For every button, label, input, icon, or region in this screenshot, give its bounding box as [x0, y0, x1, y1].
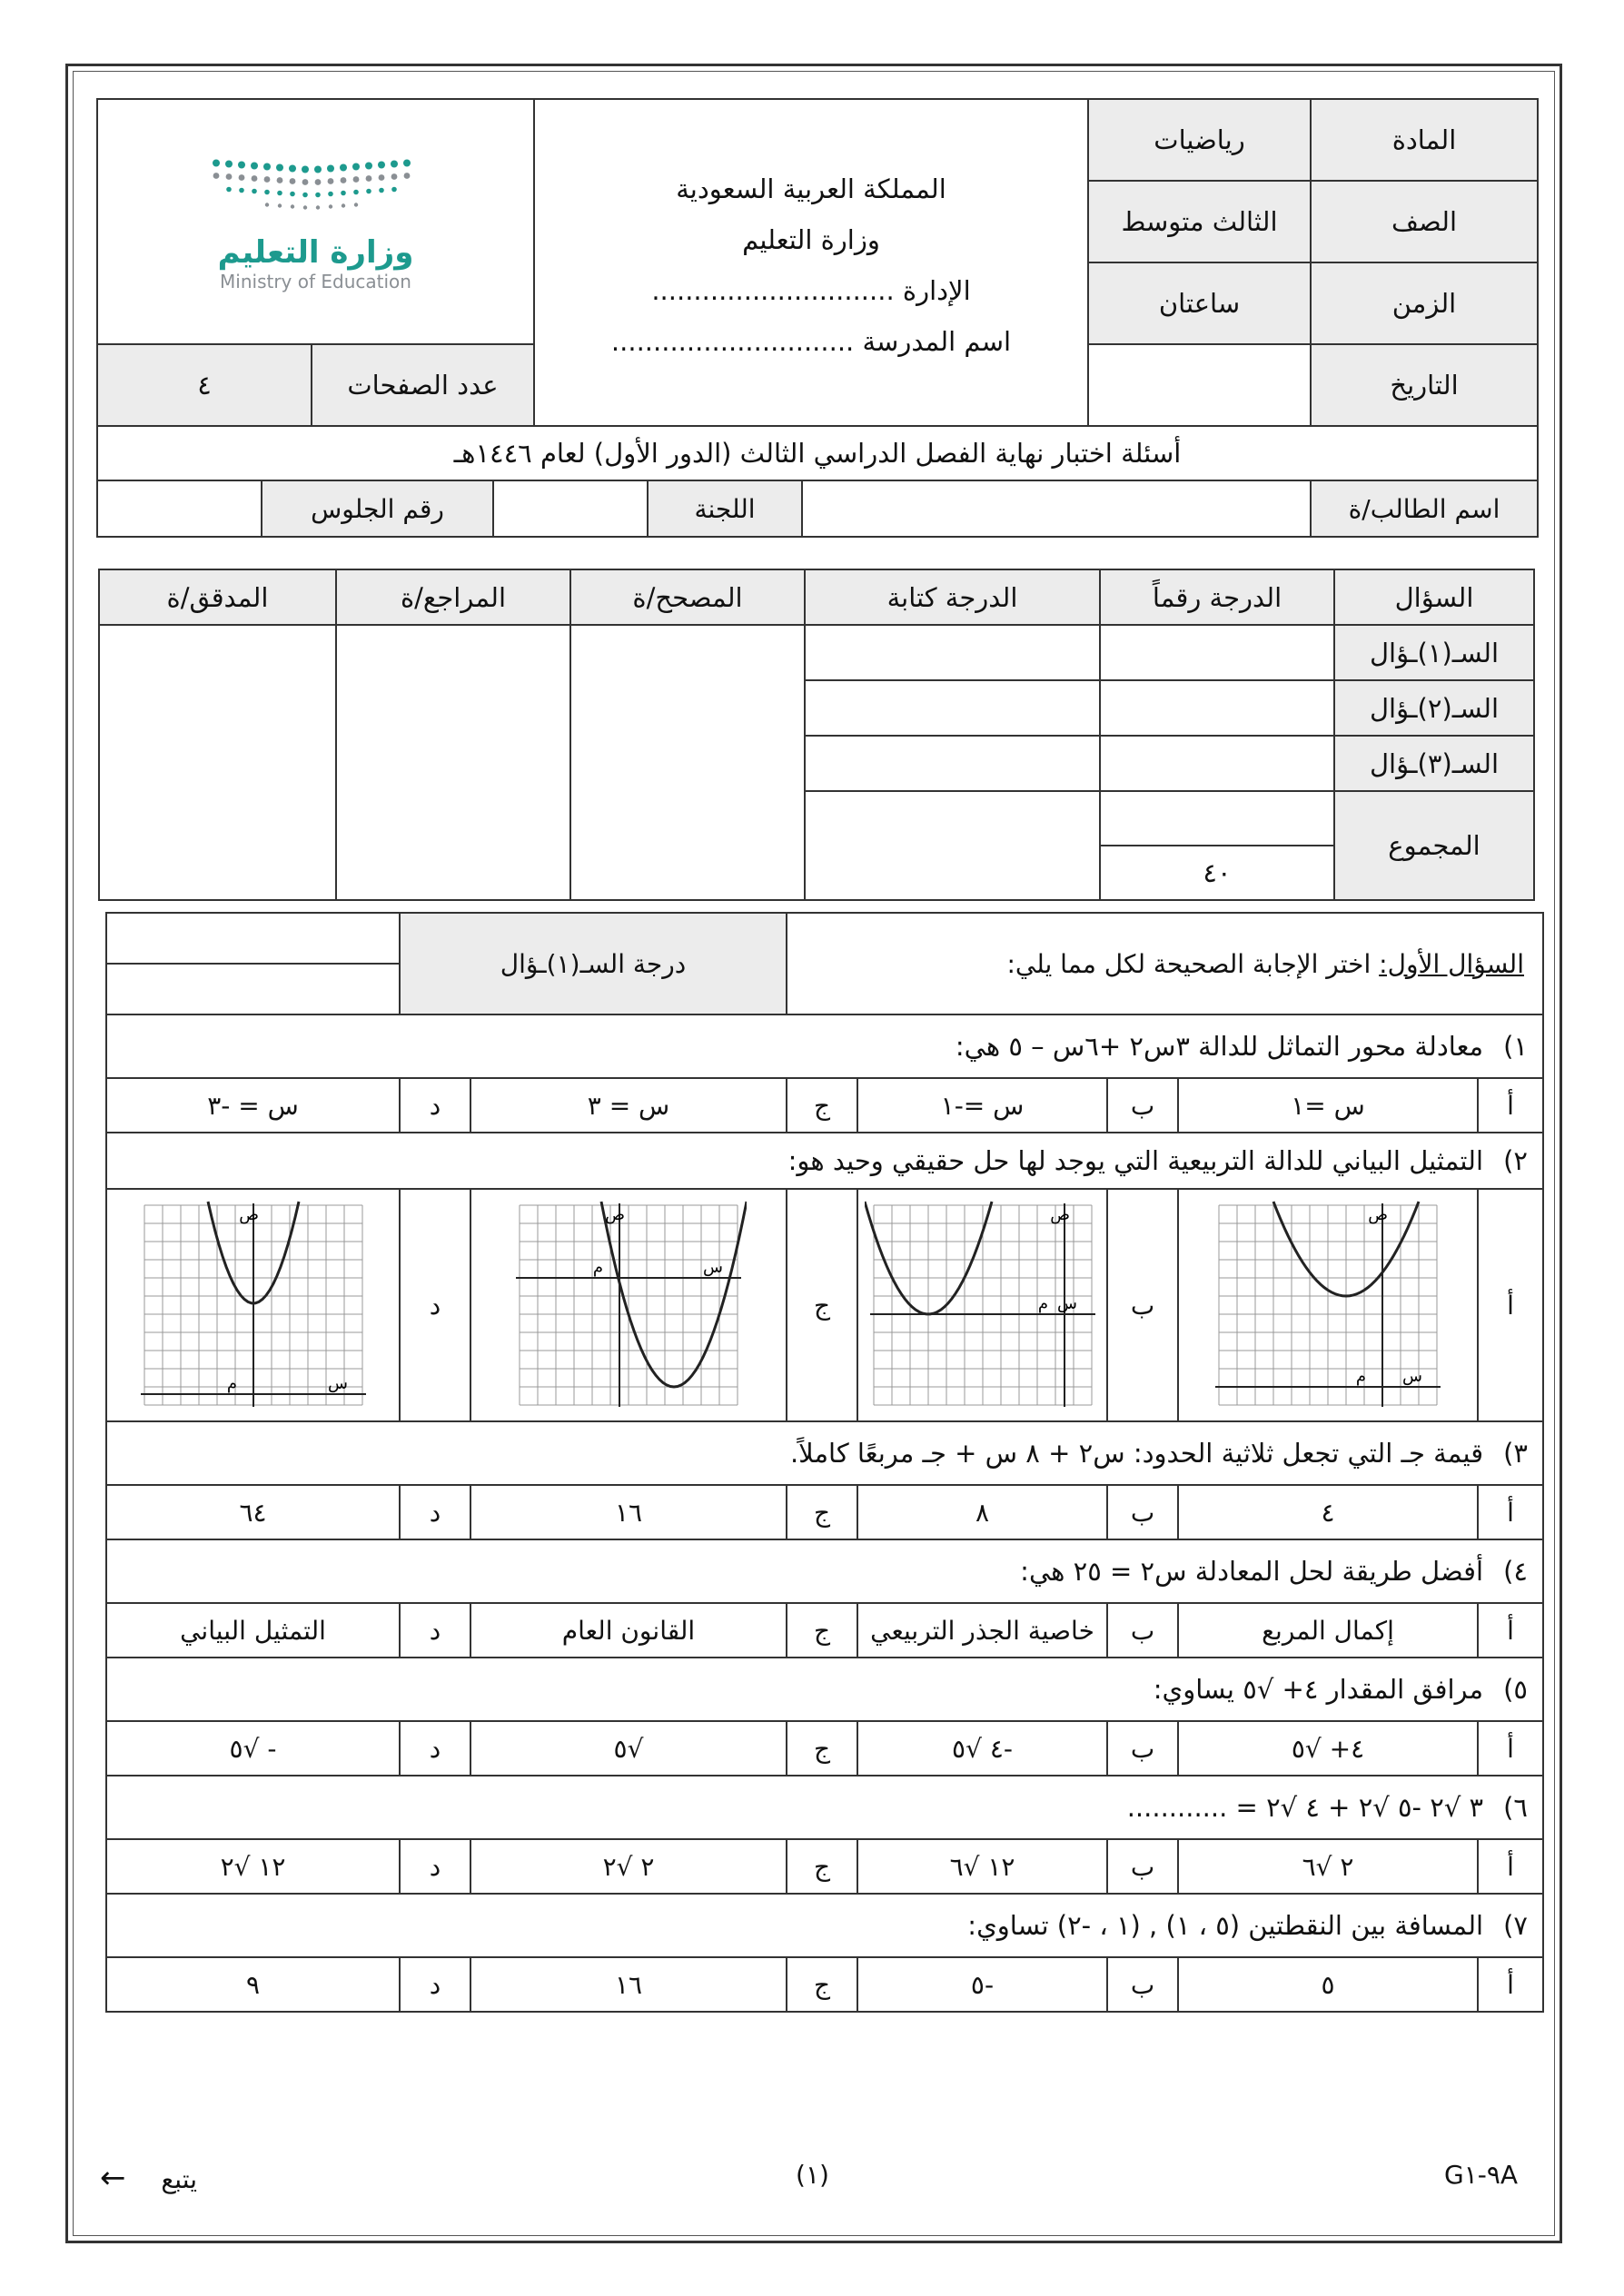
question-one-instruction: اختر الإجابة الصحيحة لكل مما يلي: — [1006, 948, 1380, 979]
logo-dot — [289, 164, 296, 172]
administration-line: الإدارة ............................. — [651, 275, 971, 306]
continue-label: يتبع — [161, 2164, 197, 2194]
col-reviewer: المراجع/ة — [336, 569, 570, 625]
logo-dot — [251, 162, 258, 169]
grade-total-label: المجموع — [1334, 791, 1534, 900]
option-letter: أ — [1478, 1189, 1543, 1421]
option-letter: ج — [787, 1721, 857, 1776]
question-item — [106, 1894, 1543, 1957]
option-letter: أ — [1478, 1721, 1543, 1776]
option-letter: د — [400, 1957, 470, 2012]
question-item — [106, 1658, 1543, 1721]
origin-label: م — [226, 1374, 237, 1393]
question-text: معادلة محور التماثل للدالة ٣س٢ +٦س – ٥ هي: — [955, 1031, 1484, 1062]
logo-dot — [277, 203, 281, 207]
grade-total-value: ٤٠ — [1203, 857, 1232, 888]
answer-option[interactable]: س =-١ — [857, 1078, 1107, 1133]
x-axis-label: س — [1402, 1367, 1422, 1386]
answer-option[interactable]: س = -٣ — [106, 1078, 400, 1133]
option-letter: د — [400, 1721, 470, 1776]
logo-dot — [225, 160, 233, 167]
question-text: قيمة جـ التي تجعل ثلاثية الحدود: س٢ + ٨ س + جـ مربعًا كاملاً. — [789, 1438, 1484, 1469]
grade-label: الصف — [1311, 181, 1538, 262]
subject-label: المادة — [1311, 99, 1538, 181]
origin-label: م — [1037, 1294, 1048, 1313]
parabola-graph — [865, 1196, 1101, 1414]
answer-option[interactable]: ١٦ — [470, 1485, 787, 1539]
col-checker: المدقق/ة — [99, 569, 336, 625]
question-item — [106, 1539, 1543, 1603]
option-letter: د — [400, 1078, 470, 1133]
logo-dot — [290, 191, 295, 196]
reviewer-field[interactable] — [336, 625, 570, 900]
option-letter: ج — [787, 1189, 857, 1421]
origin-label: م — [592, 1258, 603, 1277]
answer-option[interactable]: س = ٣ — [470, 1078, 787, 1133]
question-text: أفضل طريقة لحل المعادلة س٢ = ٢٥ هي: — [1020, 1556, 1484, 1587]
seat-number-field[interactable] — [97, 480, 262, 537]
question-item — [106, 1014, 1543, 1078]
kingdom-name: المملكة العربية السعودية — [676, 173, 946, 204]
answer-option[interactable]: التمثيل البياني — [106, 1603, 400, 1658]
logo-cell — [97, 99, 534, 344]
option-letter: ج — [787, 1957, 857, 2012]
question-one-score-cell — [106, 913, 400, 1014]
grade-total-digits[interactable] — [1101, 792, 1333, 846]
graph-option[interactable] — [857, 1189, 1107, 1421]
time-value: ساعتان — [1088, 262, 1311, 344]
question-number: ٣) — [1503, 1438, 1528, 1469]
col-grade-words: الدرجة كتابة — [805, 569, 1100, 625]
question-number: ٧) — [1503, 1910, 1528, 1941]
question-one-score-field[interactable] — [107, 914, 399, 965]
option-letter: ج — [787, 1603, 857, 1658]
ministry-name: وزارة التعليم — [742, 224, 880, 255]
logo-dot — [252, 188, 257, 193]
logo-dot — [340, 163, 347, 171]
logo-dot — [276, 163, 283, 171]
school-info-cell — [534, 99, 1088, 426]
logo-dot — [353, 203, 357, 206]
parabola-curve — [601, 1202, 747, 1387]
grades-table — [98, 569, 1535, 901]
ministry-logo-icon — [207, 152, 425, 224]
logo-dot — [352, 176, 359, 183]
question-text: المسافة بين النقطتين (٥ ، ١) , (١ ، -٢) تساوي: — [967, 1910, 1484, 1941]
logo-dot — [277, 190, 282, 195]
answer-option[interactable]: ٢ √٢ — [470, 1839, 787, 1894]
logo-dot — [302, 179, 308, 185]
graph-option[interactable] — [470, 1189, 787, 1421]
exam-header-table — [96, 98, 1539, 481]
logo-dot — [264, 203, 268, 206]
grade-digits-q2[interactable] — [1100, 680, 1334, 736]
grade-row-q3: السـ(٣)ـؤال — [1334, 736, 1534, 791]
answer-option[interactable]: ٩ — [106, 1957, 400, 2012]
x-axis-label: س — [1056, 1294, 1077, 1313]
option-letter: د — [400, 1189, 470, 1421]
origin-label: م — [1355, 1367, 1366, 1386]
option-letter: ج — [787, 1485, 857, 1539]
option-letter: د — [400, 1839, 470, 1894]
graph-option[interactable] — [106, 1189, 400, 1421]
grade-words-q1[interactable] — [805, 625, 1100, 680]
logo-dot — [251, 175, 257, 182]
y-axis-label: ص — [238, 1205, 259, 1224]
checker-field[interactable] — [99, 625, 336, 900]
answer-option[interactable]: ١٦ — [470, 1957, 787, 2012]
question-number: ٢) — [1503, 1145, 1528, 1176]
x-axis-label: س — [327, 1374, 348, 1393]
option-letter: ج — [787, 1839, 857, 1894]
grade-row-q1: السـ(١)ـؤال — [1334, 625, 1534, 680]
pages-value: ٤ — [97, 344, 312, 426]
answer-option[interactable]: -٤ √٥ — [857, 1721, 1107, 1776]
logo-dot — [353, 189, 359, 194]
y-axis-label: ص — [1049, 1205, 1070, 1224]
x-axis-label: س — [703, 1258, 723, 1277]
question-item — [106, 1421, 1543, 1485]
logo-dot — [263, 176, 270, 183]
answer-option[interactable]: -٥ — [857, 1957, 1107, 2012]
logo-dot — [314, 179, 321, 185]
footer-page-number: (١) — [796, 2160, 829, 2190]
logo-dot — [403, 159, 411, 166]
answer-option[interactable]: خاصية الجذر التربيعي — [857, 1603, 1107, 1658]
logo-dot — [340, 177, 346, 183]
option-letter: ب — [1107, 1839, 1178, 1894]
option-letter: أ — [1478, 1839, 1543, 1894]
logo-dot — [238, 174, 244, 181]
grade-words-q2[interactable] — [805, 680, 1100, 736]
answer-option[interactable]: ٤ — [1178, 1485, 1478, 1539]
option-letter: د — [400, 1603, 470, 1658]
question-number: ٥) — [1503, 1674, 1528, 1705]
grade-words-q3[interactable] — [805, 736, 1100, 791]
logo-dot — [226, 186, 232, 192]
logo-dot — [314, 165, 322, 173]
logo-dot — [403, 173, 410, 179]
answer-option[interactable]: ٤+ √٥ — [1178, 1721, 1478, 1776]
grade-total-cell — [1100, 791, 1334, 900]
grade-digits-q1[interactable] — [1100, 625, 1334, 680]
logo-dot — [264, 189, 270, 194]
logo-dot — [391, 173, 397, 180]
logo-dot — [328, 204, 332, 208]
answer-option[interactable]: - √٥ — [106, 1721, 400, 1776]
question-text: التمثيل البياني للدالة التربيعية التي يوجد لها حل حقيقي وحيد هو: — [787, 1145, 1484, 1176]
subject-value: رياضيات — [1088, 99, 1311, 181]
logo-dot — [225, 173, 232, 180]
logo-dot — [315, 205, 319, 209]
logo-dot — [289, 178, 295, 184]
logo-dot — [378, 161, 385, 168]
answer-option[interactable]: ٥ — [1178, 1957, 1478, 2012]
option-letter: ب — [1107, 1078, 1178, 1133]
col-corrector: المصحح/ة — [570, 569, 805, 625]
logo-dot — [328, 191, 333, 196]
logo-dot — [391, 186, 397, 192]
logo-dot — [327, 178, 333, 184]
date-value — [1088, 344, 1311, 426]
answer-option[interactable]: ١٢ √٢ — [106, 1839, 400, 1894]
graph-option[interactable] — [1178, 1189, 1478, 1421]
corrector-field[interactable] — [570, 625, 805, 900]
option-letter: ب — [1107, 1721, 1178, 1776]
logo-dot — [263, 163, 271, 170]
option-letter: ب — [1107, 1957, 1178, 2012]
answer-option[interactable]: إكمال المربع — [1178, 1603, 1478, 1658]
logo-english-text: Ministry of Education — [220, 270, 411, 292]
option-letter: أ — [1478, 1485, 1543, 1539]
answer-option[interactable]: القانون العام — [470, 1603, 787, 1658]
question-text: مرافق المقدار ٤+ √٥ يساوي: — [1153, 1674, 1484, 1705]
question-number: ٦) — [1503, 1792, 1528, 1823]
logo-arabic-text: وزارة التعليم — [217, 233, 414, 271]
answer-option[interactable]: ٨ — [857, 1485, 1107, 1539]
school-name-line: اسم المدرسة ............................. — [610, 326, 1012, 357]
seat-number-label: رقم الجلوس — [262, 480, 493, 537]
question-one-table — [105, 912, 1544, 2013]
answer-option[interactable]: س =١ — [1178, 1078, 1478, 1133]
answer-option[interactable]: ٦٤ — [106, 1485, 400, 1539]
logo-dot — [379, 187, 384, 193]
footer-continue — [100, 2160, 197, 2196]
logo-dot — [276, 177, 282, 183]
grade-total-words[interactable] — [805, 791, 1100, 900]
question-one-heading — [787, 913, 1543, 1014]
y-axis-label: ص — [605, 1205, 625, 1224]
student-name-label: اسم الطالب/ة — [1311, 480, 1538, 537]
logo-dot — [302, 165, 309, 173]
logo-dot — [365, 162, 372, 169]
col-grade-digits: الدرجة رقماً — [1100, 569, 1334, 625]
logo-dot — [238, 161, 245, 168]
parabola-graph — [1210, 1196, 1446, 1414]
option-letter: أ — [1478, 1957, 1543, 2012]
logo-dot — [365, 175, 371, 182]
pages-label: عدد الصفحات — [312, 344, 534, 426]
logo-dot — [290, 204, 293, 208]
logo-dot — [352, 163, 360, 170]
grade-digits-q3[interactable] — [1100, 736, 1334, 791]
option-letter: ج — [787, 1078, 857, 1133]
committee-label: اللجنة — [648, 480, 802, 537]
parabola-graph — [135, 1196, 371, 1414]
logo-dot — [366, 188, 371, 193]
arrow-left-icon: ← — [100, 2160, 126, 2196]
option-letter: ب — [1107, 1189, 1178, 1421]
question-text: ٣ √٢ -٥ √٢ + ٤ √٢ = ............ — [1126, 1792, 1484, 1823]
question-number: ٤) — [1503, 1556, 1528, 1587]
logo-dot — [391, 160, 398, 167]
grade-row-q2: السـ(٢)ـؤال — [1334, 680, 1534, 736]
logo-dot — [341, 203, 344, 207]
logo-dot — [341, 190, 346, 195]
parabola-graph — [510, 1196, 747, 1414]
option-letter: د — [400, 1485, 470, 1539]
answer-option[interactable]: ٢ √٦ — [1178, 1839, 1478, 1894]
time-label: الزمن — [1311, 262, 1538, 344]
logo-dot — [302, 192, 308, 197]
logo-dot — [239, 187, 244, 193]
question-item — [106, 1776, 1543, 1839]
col-question: السؤال — [1334, 569, 1534, 625]
logo-dot — [315, 192, 321, 197]
committee-field[interactable] — [493, 480, 648, 537]
grade-value: الثالث متوسط — [1088, 181, 1311, 262]
footer-code: G٩-١A — [1444, 2160, 1519, 2190]
question-one-score-label: درجة السـ(١)ـؤال — [400, 913, 787, 1014]
logo-dot — [378, 174, 384, 181]
logo-dot — [302, 205, 306, 209]
option-letter: أ — [1478, 1603, 1543, 1658]
logo-dot — [213, 173, 219, 179]
answer-option[interactable]: √٥ — [470, 1721, 787, 1776]
student-name-field[interactable] — [802, 480, 1311, 537]
y-axis-label: ص — [1368, 1205, 1388, 1224]
logo-dot — [213, 159, 220, 166]
logo-dot — [327, 164, 334, 172]
date-label: التاريخ — [1311, 344, 1538, 426]
option-letter: ب — [1107, 1603, 1178, 1658]
option-letter: ب — [1107, 1485, 1178, 1539]
question-one-title: السؤال الأول: — [1379, 948, 1524, 979]
exam-title: أسئلة اختبار نهاية الفصل الدراسي الثالث (الدور الأول) لعام ١٤٤٦هـ — [97, 426, 1538, 480]
question-item — [106, 1133, 1543, 1189]
question-number: ١) — [1503, 1031, 1528, 1062]
option-letter: أ — [1478, 1078, 1543, 1133]
student-info-row — [96, 480, 1539, 538]
answer-option[interactable]: ١٢ √٦ — [857, 1839, 1107, 1894]
